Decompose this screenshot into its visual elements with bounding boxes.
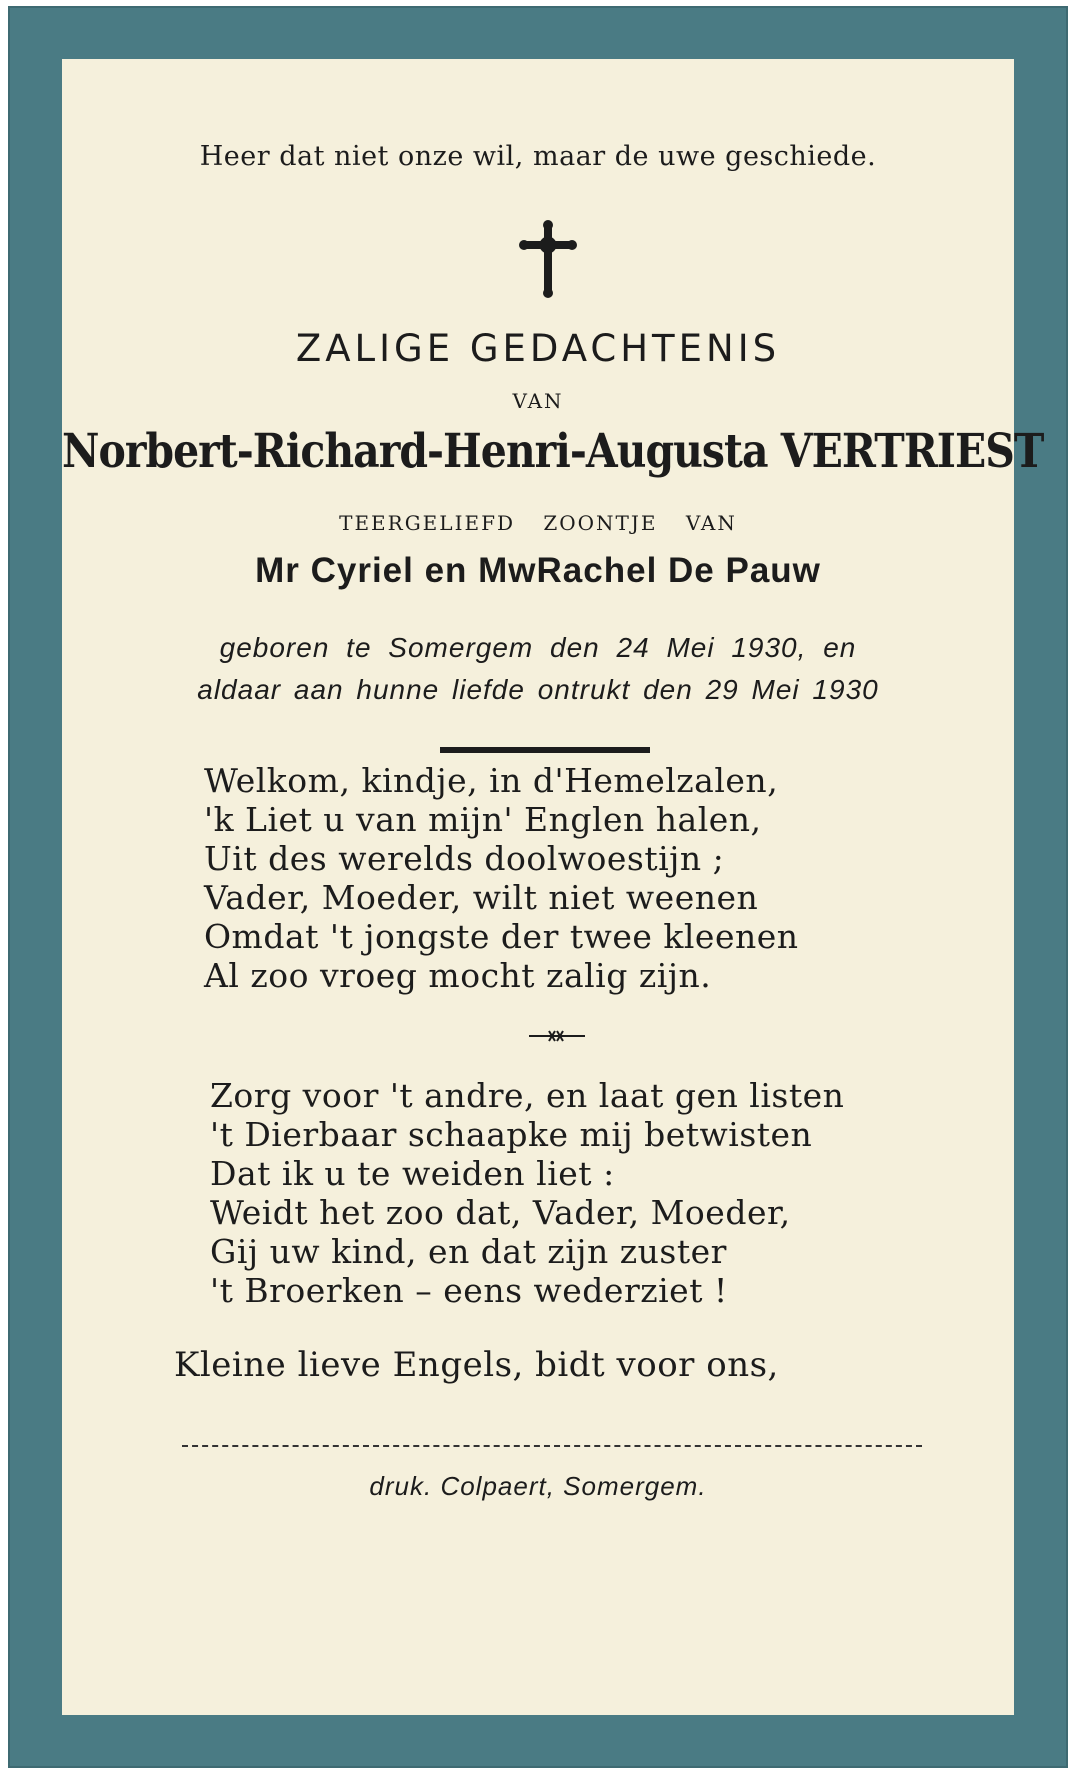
dotted-separator [182,1445,922,1447]
poem-line: Gij uw kind, en dat zijn zuster [210,1232,727,1271]
memorial-card [8,6,1068,1768]
poem-line: Zorg voor 't andre, en laat gen listen [210,1076,845,1115]
poem-line: 't Dierbaar schaapke mij betwisten [210,1115,813,1154]
motto: Heer dat niet onze wil, maar de uwe geschiede. [199,141,877,172]
parents-names: Mr Cyriel en MwRachel De Pauw [255,551,821,590]
deceased-name: Norbert-Richard-Henri-Augusta VERTRIEST [62,423,1044,479]
ornament-icon [529,1029,585,1043]
relation-text: TEERGELIEFD ZOONTJE VAN [339,511,737,535]
poem-line: Dat ik u te weiden liet : [210,1154,615,1193]
van-label: VAN [512,389,564,413]
death-line: aldaar aan hunne liefde ontrukt den 29 Mei 1930 [197,674,879,705]
poem-line: Vader, Moeder, wilt niet weenen [204,878,759,917]
poem-stanza-1 [204,761,799,995]
cross-icon [518,219,578,299]
poem-line: Al zoo vroeg mocht zalig zijn. [204,956,712,995]
poem-line: Weidt het zoo dat, Vader, Moeder, [210,1193,791,1232]
poem-line: 'k Liet u van mijn' Englen halen, [204,800,762,839]
poem-line: Welkom, kindje, in d'Hemelzalen, [204,761,779,800]
poem-stanza-2 [210,1076,844,1310]
memorial-title: ZALIGE GEDACHTENIS [295,327,781,370]
poem-line: Uit des werelds doolwoestijn ; [204,839,725,878]
poem-line: 't Broerken – eens wederziet ! [210,1271,728,1310]
card-paper [62,59,1044,1715]
printer-credit: druk. Colpaert, Somergem. [369,1471,707,1501]
divider-rule [440,747,650,753]
poem-line: Omdat 't jongste der twee kleenen [204,917,799,956]
birth-line: geboren te Somergem den 24 Mei 1930, en [219,632,857,663]
closing-prayer: Kleine lieve Engels, bidt voor ons, [174,1345,779,1385]
